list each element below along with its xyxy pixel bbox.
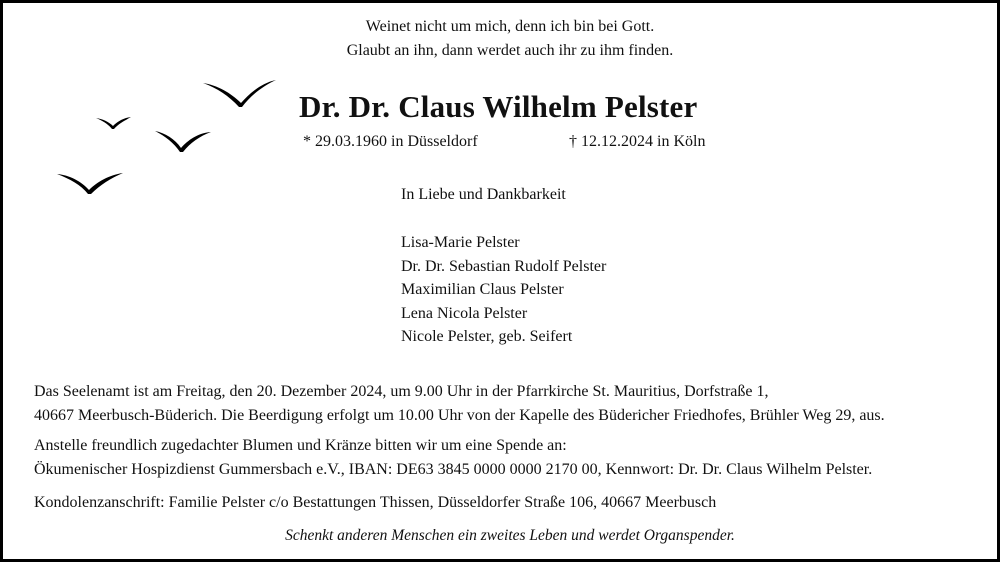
mourner-name: Lisa-Marie Pelster <box>401 234 520 251</box>
mourners-list <box>401 231 606 349</box>
bird-icon <box>155 131 211 152</box>
mourner-name: Dr. Dr. Sebastian Rudolf Pelster <box>401 257 607 275</box>
mourner-name: Nicole Pelster, geb. Seifert <box>401 328 573 345</box>
mourner-name: Maximilian Claus Pelster <box>401 281 564 298</box>
death-info: † 12.12.2024 in Köln <box>569 133 706 150</box>
mourner-name: Lena Nicola Pelster <box>401 304 528 322</box>
birth-info: * 29.03.1960 in Düsseldorf <box>303 133 478 150</box>
donation-line: Ökumenischer Hospizdienst Gummersbach e.V., IBAN: DE63 3845 0000 0000 2170 00, Kennwort: Dr. Dr. Claus Wilhelm Pelster. <box>34 460 873 478</box>
service-line: Das Seelenamt ist am Freitag, den 20. Dezember 2024, um 9.00 Uhr in der Pfarrkirche St. Mauritius, Dorfstraße 1, <box>34 383 769 400</box>
thanks-line: In Liebe und Dankbarkeit <box>401 186 566 203</box>
condolence-address: Kondolenzanschrift: Familie Pelster c/o Bestattungen Thissen, Düsseldorfer Straße 106, 40667 Meerbusch <box>34 494 717 511</box>
bird-icon <box>57 173 123 194</box>
donation-info <box>34 434 872 481</box>
quote <box>3 15 1000 63</box>
quote-line: Glaubt an ihn, dann werdet auch ihr zu ihm finden. <box>346 42 674 59</box>
organ-donor-footer <box>3 527 1000 545</box>
quote-line: Weinet nicht um mich, denn ich bin bei Gott. <box>365 18 655 35</box>
donation-line: Anstelle freundlich zugedachter Blumen und Kränze bitten wir um eine Spende an: <box>34 437 567 454</box>
deceased-name: Dr. Dr. Claus Wilhelm Pelster <box>299 89 698 124</box>
footer-text: Schenkt anderen Menschen ein zweites Leben und werdet Organspender. <box>285 527 735 544</box>
bird-icon <box>203 80 276 107</box>
service-info <box>34 380 885 427</box>
service-line: 40667 Meerbusch-Büderich. Die Beerdigung erfolgt um 10.00 Uhr von der Kapelle des Büdericher Friedhofes, Brühler Weg 29, aus. <box>34 406 885 424</box>
bird-icon <box>96 117 131 129</box>
